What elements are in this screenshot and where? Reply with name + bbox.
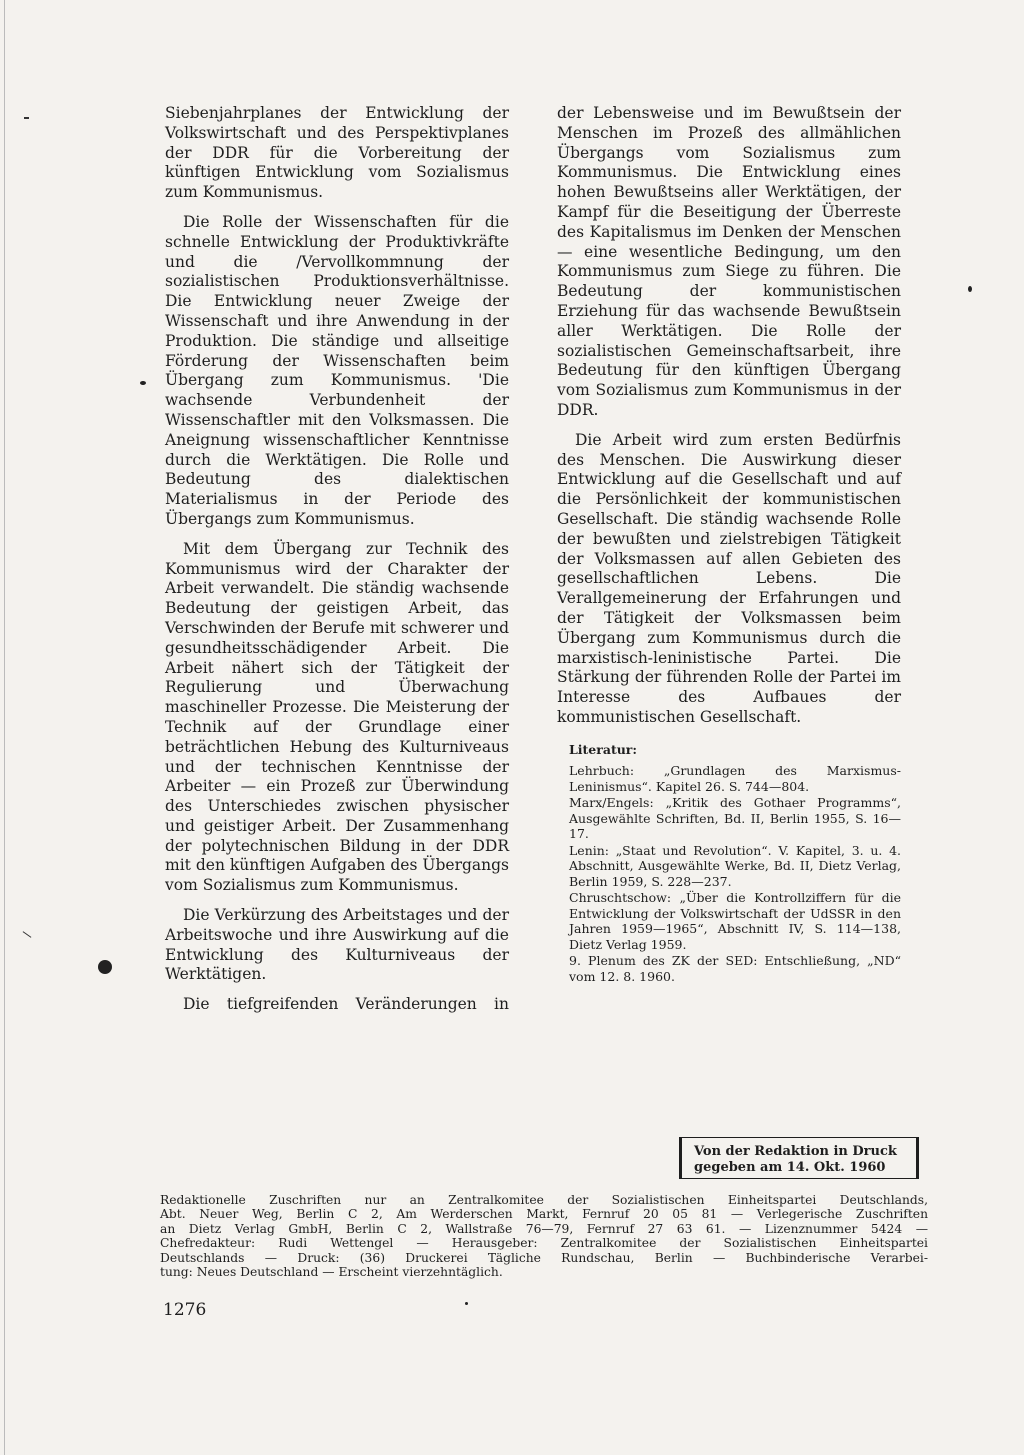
imprint-line: Redaktionelle Zuschriften nur an Zentralkomitee der Sozialistischen Einheitspartei Deutschlands, xyxy=(160,1193,928,1207)
imprint-line: Deutschlands — Druck: (36) Druckerei Tägliche Rundschau, Berlin — Buchbinderische Verarbei- xyxy=(160,1250,928,1265)
imprint-line: tung: Neues Deutschland — Erscheint vierzehntäglich. xyxy=(160,1265,503,1280)
literature-entry: 9. Plenum des ZK der SED: Entschließung, „ND“ vom 12. 8. 1960. xyxy=(569,953,901,984)
paragraph: Mit dem Übergang zur Technik des Kommunismus wird der Charakter der Arbeit verwandelt. Die ständig wachsende Bedeutung der geistigen Arbeit, das Verschwinden der Berufe mit schwerer und gesundheitsschädigender Arbeit. Die Arbeit nähert sich der Tätigkeit der Regulierung und Überwachung maschineller Prozesse. Die Meisterung der Technik auf der Grundlage einer beträchtlichen Hebung des Kulturniveaus und der technischen Kenntnisse der Arbeiter — ein Prozeß zur Überwindung des Unterschiedes zwischen physischer und geistiger Arbeit. Der Zusammenhang der polytechnischen Bildung in der DDR mit den künftigen Aufgaben des Übergangs vom Sozialismus zum Kommunismus. xyxy=(165,539,509,895)
left-text-column xyxy=(165,104,509,1025)
scan-edge-line xyxy=(4,0,5,1455)
paragraph: Die Verkürzung des Arbeitstages und der Arbeitswoche und ihre Auswirkung auf die Entwicklung des Kulturniveaus der Werktätigen. xyxy=(165,906,509,984)
literature-entry: Marx/Engels: „Kritik des Gothaer Programms“, Ausgewählte Schriften, Bd. II, Berlin 1955, S. 16—17. xyxy=(569,795,901,842)
editorial-note-line: Von der Redaktion in Druck xyxy=(694,1144,897,1159)
imprint xyxy=(160,1193,928,1279)
page-number: 1276 xyxy=(163,1300,207,1320)
editorial-note-box xyxy=(679,1137,919,1179)
paragraph: Die tiefgreifenden Veränderungen in xyxy=(183,995,509,1014)
imprint-line: Abt. Neuer Weg, Berlin C 2, Am Werderschen Markt, Fernruf 20 05 81 — Verlegerische Zuschriften xyxy=(160,1207,928,1222)
literature-heading: Literatur: xyxy=(569,741,638,757)
paragraph: Die Rolle der Wissenschaften für die schnelle Entwicklung der Produktivkräfte und die /Vervollkommnung der sozialistischen Produktionsverhältnisse. Die Entwicklung neuer Zweige der Wissenschaft und ihre Anwendung in der Produktion. Die ständige und allseitige Förderung der Wissenschaften beim Übergang zum Kommunismus. 'Die wachsende Verbundenheit der Wissenschaftler mit den Volksmassen. Die Aneignung wissenschaftlicher Kenntnisse durch die Werktätigen. Die Rolle und Bedeutung des dialektischen Materialismus in der Periode des Übergangs zum Kommunismus. xyxy=(165,212,509,528)
paragraph: der Lebensweise und im Bewußtsein der Menschen im Prozeß des allmählichen Übergangs vom Sozialismus zum Kommunismus. Die Entwicklung eines hohen Bewußtseins aller Werktätigen, der Kampf für die Beseitigung der Überreste des Kapitalismus im Denken der Menschen — eine wesentliche Bedingung, um den Kommunismus zum Siege zu führen. Die Bedeutung der kommunistischen Erziehung für das wachsende Bewußtsein aller Werktätigen. Die Rolle der sozialistischen Gemeinschaftsarbeit, ihre Bedeutung für den künftigen Übergang vom Sozialismus zum Kommunismus in der DDR. xyxy=(557,104,901,419)
ink-speck xyxy=(140,381,146,385)
literature-section xyxy=(557,742,901,985)
editorial-note-line: gegeben am 14. Okt. 1960 xyxy=(694,1160,886,1175)
literature-entry: Chruschtschow: „Über die Kontrollziffern für die Entwicklung der Volkswirtschaft der UdSSR in den Jahren 1959—1965“, Abschnitt IV, S. 114—138, Dietz Verlag 1959. xyxy=(569,890,901,952)
ink-speck xyxy=(968,286,972,292)
right-text-column xyxy=(557,104,901,985)
ink-blot xyxy=(98,960,112,974)
imprint-line: Chefredakteur: Rudi Wettengel — Herausgeber: Zentralkomitee der Sozialistischen Einheitspartei xyxy=(160,1236,928,1251)
literature-entry: Lenin: „Staat und Revolution“. V. Kapitel, 3. u. 4. Abschnitt, Ausgewählte Werke, Bd. II, Dietz Verlag, Berlin 1959, S. 228—237. xyxy=(569,842,901,889)
margin-tick xyxy=(24,117,29,119)
paragraph: Die Arbeit wird zum ersten Bedürfnis des Menschen. Die Auswirkung dieser Entwicklung auf die Gesellschaft und auf die Persönlichkeit der kommunistischen Gesellschaft. Die ständig wachsende Rolle der bewußten und zielstrebigen Tätigkeit der Volksmassen auf allen Gebieten des gesellschaftlichen Lebens. Die Verallgemeinerung der Erfahrungen und der Tätigkeit der Volksmassen beim Übergang zum Kommunismus durch die marxistisch-leninistische Partei. Die Stärkung der führenden Rolle der Partei im Interesse des Aufbaues der kommunistischen Gesellschaft. xyxy=(557,430,901,726)
imprint-line: an Dietz Verlag GmbH, Berlin C 2, Wallstraße 76—79, Fernruf 27 63 61. — Lizenznummer 5424 — xyxy=(160,1221,928,1236)
ink-speck xyxy=(465,1302,468,1305)
literature-entry: Lehrbuch: „Grundlagen des Marxismus-Leninismus“. Kapitel 26. S. 744—804. xyxy=(569,763,901,794)
margin-tick xyxy=(23,931,32,938)
paragraph: Siebenjahrplanes der Entwicklung der Volkswirtschaft und des Perspektivplanes der DDR für die Vorbereitung der künftigen Entwicklung vom Sozialismus zum Kommunismus. xyxy=(165,104,509,202)
